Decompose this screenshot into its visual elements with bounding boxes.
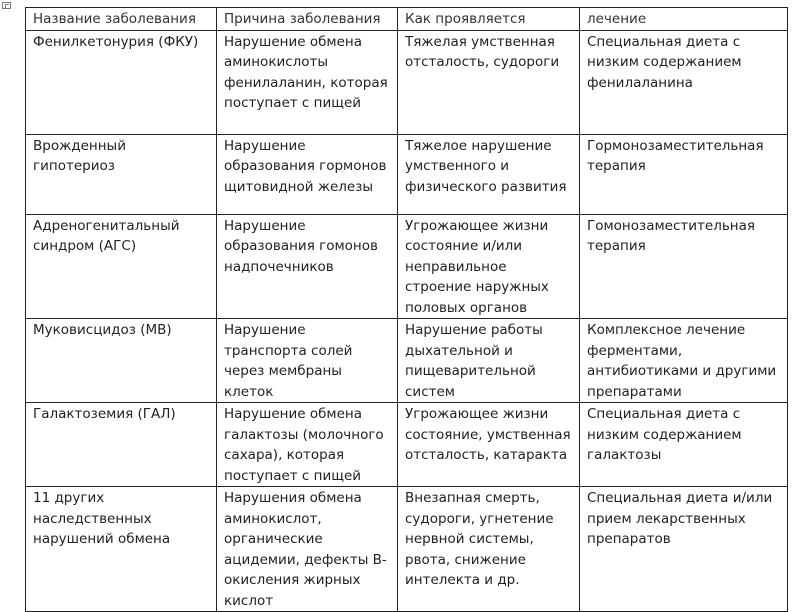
table-row: [26, 403, 788, 487]
cell-treatment: Гормонозаместительная терапия: [580, 134, 788, 214]
cell-cause: Нарушения обмена аминокислот, органические ацидемии, дефекты В-окисления жирных кислот: [217, 487, 398, 612]
cell-treatment: Специальная диета и/или прием лекарственных препаратов: [580, 487, 788, 612]
cell-manifestation: Угрожающее жизни состояние, умственная отсталость, катаракта: [398, 403, 580, 487]
cell-cause: Нарушение образования гомонов надпочечников: [217, 214, 398, 319]
header-manifestation: Как проявляется: [398, 8, 580, 31]
disease-table: [25, 7, 788, 612]
header-cause: Причина заболевания: [217, 8, 398, 31]
table-row: [26, 134, 788, 214]
cell-manifestation: Нарушение работы дыхательной и пищеварительной систем: [398, 319, 580, 403]
table-row: [26, 487, 788, 612]
table-row: [26, 214, 788, 319]
cell-manifestation: Тяжелое нарушение умственного и физического развития: [398, 134, 580, 214]
cell-disease-name: Фенилкетонурия (ФКУ): [26, 30, 217, 134]
cell-cause: Нарушение обмена аминокислоты фенилаланин, которая поступает с пищей: [217, 30, 398, 134]
cell-manifestation: Угрожающее жизни состояние и/или неправильное строение наружных половых органов: [398, 214, 580, 319]
cell-disease-name: Галактоземия (ГАЛ): [26, 403, 217, 487]
cell-manifestation: Внезапная смерть, судороги, угнетение нервной системы, рвота, снижение интелекта и др.: [398, 487, 580, 612]
cell-cause: Нарушение транспорта солей через мембраны клеток: [217, 319, 398, 403]
cell-manifestation: Тяжелая умственная отсталость, судороги: [398, 30, 580, 134]
cell-disease-name: Врожденный гипотериоз: [26, 134, 217, 214]
cell-cause: Нарушение обмена галактозы (молочного сахара), которая поступает с пищей: [217, 403, 398, 487]
cell-disease-name: Адреногенитальный синдром (АГС): [26, 214, 217, 319]
header-disease-name: Название заболевания: [26, 8, 217, 31]
cell-disease-name: Муковисцидоз (МВ): [26, 319, 217, 403]
table-header-row: [26, 8, 788, 31]
table-anchor-icon: [2, 2, 11, 9]
cell-disease-name: 11 других наследственных нарушений обмена: [26, 487, 217, 612]
cell-treatment: Комплексное лечение ферментами, антибиотиками и другими препаратами: [580, 319, 788, 403]
header-treatment: лечение: [580, 8, 788, 31]
table-row: [26, 30, 788, 134]
cell-treatment: Специальная диета с низким содержанием галактозы: [580, 403, 788, 487]
cell-treatment: Гомонозаместительная терапия: [580, 214, 788, 319]
cell-treatment: Специальная диета с низким содержанием фенилаланина: [580, 30, 788, 134]
cell-cause: Нарушение образования гормонов щитовидной железы: [217, 134, 398, 214]
table-row: [26, 319, 788, 403]
